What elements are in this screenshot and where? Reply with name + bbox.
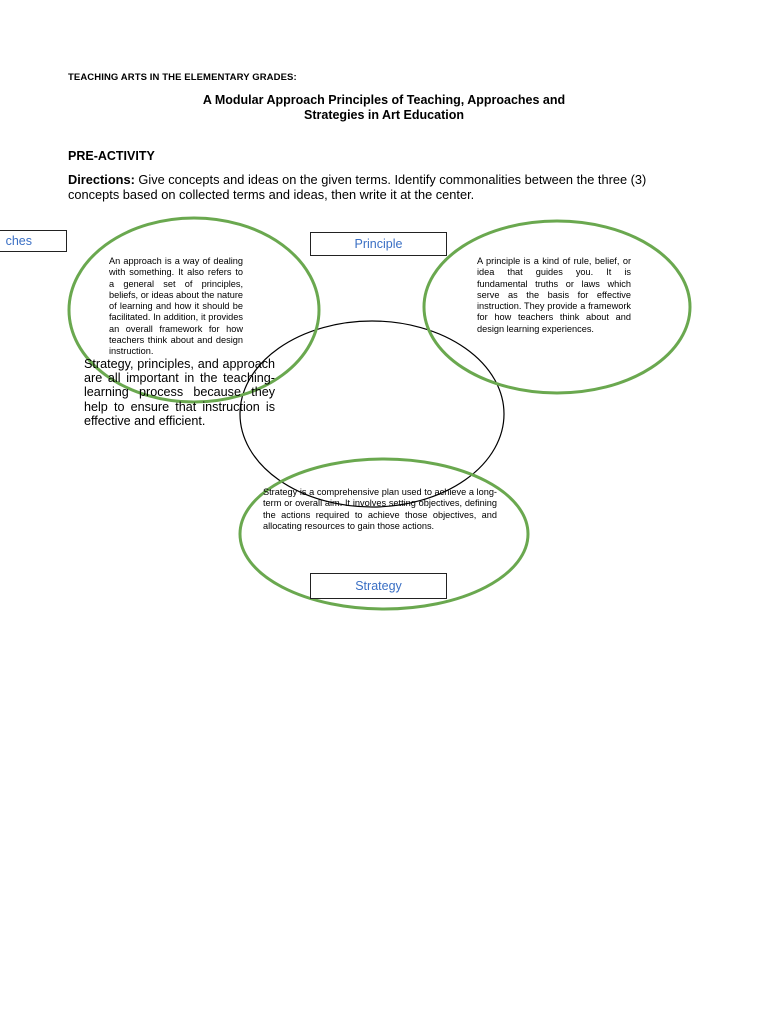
document-title-line-1: A Modular Approach Principles of Teaching, Approaches and [202,93,566,107]
principle-label-box: Principle [310,232,447,256]
principle-definition: A principle is a kind of rule, belief, or idea that guides you. It is fundamental truths or laws which serve as the basis for effective instruction. They provide a framework for how teachers think about and design learning experiences. [477,256,631,334]
pre-activity-heading: PRE-ACTIVITY [68,149,155,163]
approach-definition: An approach is a way of dealing with something. It also refers to a general set of principles, beliefs, or ideas about the nature of learning and how it should be facilitated. In addition, it provides an overall framework for how teachers think about and design instruction. [109,256,243,357]
directions-text: Give concepts and ideas on the given terms. Identify commonalities between the three (3) concepts based on collected terms and ideas, then write it at the center. [68,172,647,202]
approaches-label-box: ches [0,230,67,252]
directions-label: Directions: [68,172,135,187]
document-title-line-2: Strategies in Art Education [304,108,464,122]
center-circle [240,321,504,507]
strategy-label-box: Strategy [310,573,447,599]
course-title: TEACHING ARTS IN THE ELEMENTARY GRADES: [68,72,297,83]
commonality-statement: Strategy, principles, and approach are all important in the teaching-learning process because they help to ensure that instruction is effective and efficient. [84,357,275,428]
strategy-definition: Strategy is a comprehensive plan used to achieve a long-term or overall aim. It involves setting objectives, defining the actions required to achieve those objectives, and allocating resources to gain those actions. [263,487,497,531]
